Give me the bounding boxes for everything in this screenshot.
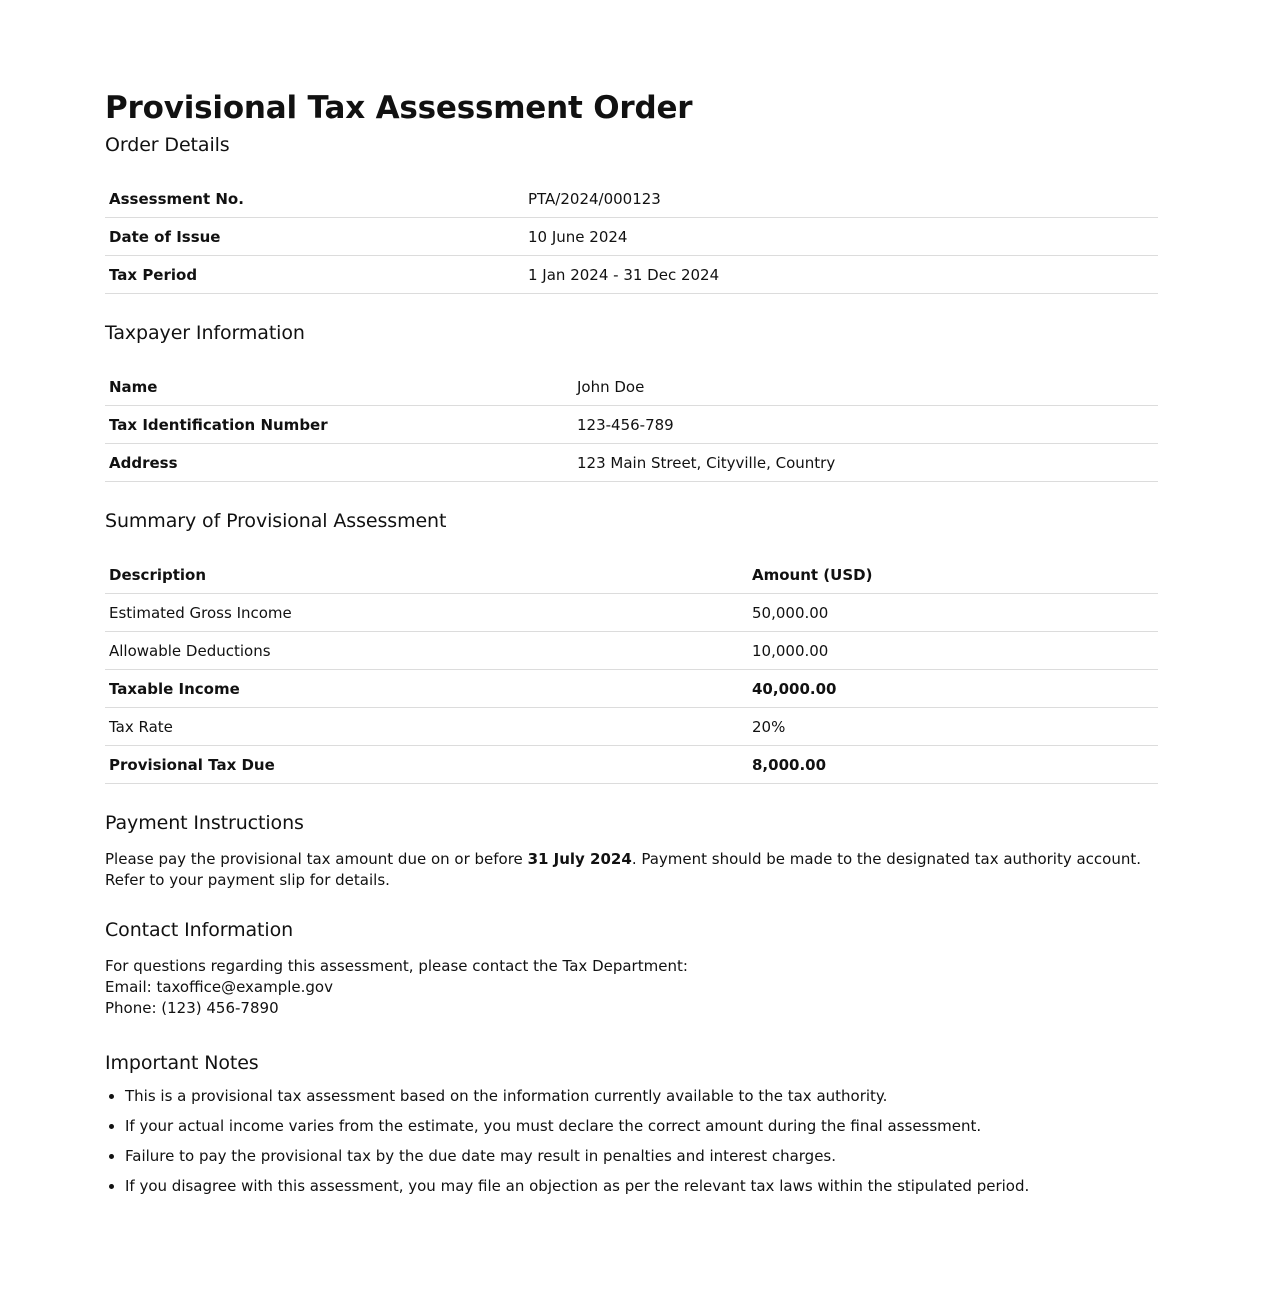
row-amount: 10,000.00 (748, 632, 1158, 670)
table-row (105, 708, 1158, 746)
contact-email: Email: taxoffice@example.gov (105, 978, 333, 996)
table-row (105, 368, 1158, 406)
row-label: Date of Issue (105, 218, 524, 256)
row-value: 123-456-789 (573, 406, 1158, 444)
table-row (105, 180, 1158, 218)
table-row (105, 632, 1158, 670)
contact-phone: Phone: (123) 456-7890 (105, 999, 279, 1017)
row-description: Allowable Deductions (105, 632, 748, 670)
list-item: • If you disagree with this assessment, you may file an objection as per the relevant tax laws within the stipulated period. (125, 1176, 1158, 1197)
contact-text (105, 956, 1158, 1019)
row-description: Provisional Tax Due (105, 746, 748, 784)
table-row (105, 746, 1158, 784)
order-details-table (105, 180, 1158, 294)
row-label: Address (105, 444, 573, 482)
row-description: Tax Rate (105, 708, 748, 746)
payment-text-after: . Payment should be made to the designated tax authority account. Refer to your payment slip for details. (105, 850, 1142, 889)
row-amount: 8,000.00 (748, 746, 1158, 784)
row-label: Name (105, 368, 573, 406)
notes-list (105, 1086, 1158, 1197)
row-amount: 50,000.00 (748, 594, 1158, 632)
summary-table (105, 556, 1158, 784)
document (105, 0, 1158, 1197)
row-value: 1 Jan 2024 - 31 Dec 2024 (524, 256, 1158, 294)
taxpayer-info-table (105, 368, 1158, 482)
column-header-amount: Amount (USD) (748, 556, 1158, 594)
page-title: Provisional Tax Assessment Order (105, 90, 693, 126)
list-item: • Failure to pay the provisional tax by the due date may result in penalties and interest charges. (125, 1146, 1158, 1167)
row-value: John Doe (573, 368, 1158, 406)
list-item: • If your actual income varies from the estimate, you must declare the correct amount during the final assessment. (125, 1116, 1158, 1137)
payment-heading: Payment Instructions (105, 812, 304, 834)
order-details-heading: Order Details (105, 134, 230, 156)
row-label: Tax Identification Number (105, 406, 573, 444)
row-value: PTA/2024/000123 (524, 180, 1158, 218)
contact-intro: For questions regarding this assessment, please contact the Tax Department: (105, 957, 688, 975)
row-description: Taxable Income (105, 670, 748, 708)
table-row (105, 406, 1158, 444)
row-label: Assessment No. (105, 180, 524, 218)
contact-heading: Contact Information (105, 919, 294, 941)
row-label: Tax Period (105, 256, 524, 294)
payment-text-before: Please pay the provisional tax amount due on or before (105, 850, 528, 868)
notes-heading: Important Notes (105, 1052, 259, 1074)
table-row (105, 256, 1158, 294)
table-row (105, 594, 1158, 632)
payment-due-date: 31 July 2024 (527, 850, 632, 868)
taxpayer-info-heading: Taxpayer Information (105, 322, 305, 344)
row-amount: 20% (748, 708, 1158, 746)
summary-heading: Summary of Provisional Assessment (105, 510, 447, 532)
payment-text (105, 849, 1158, 891)
table-row (105, 670, 1158, 708)
row-value: 123 Main Street, Cityville, Country (573, 444, 1158, 482)
row-description: Estimated Gross Income (105, 594, 748, 632)
row-value: 10 June 2024 (524, 218, 1158, 256)
row-amount: 40,000.00 (748, 670, 1158, 708)
table-row (105, 444, 1158, 482)
table-header-row (105, 556, 1158, 594)
column-header-description: Description (105, 556, 748, 594)
list-item: • This is a provisional tax assessment based on the information currently available to the tax authority. (125, 1086, 1158, 1107)
table-row (105, 218, 1158, 256)
